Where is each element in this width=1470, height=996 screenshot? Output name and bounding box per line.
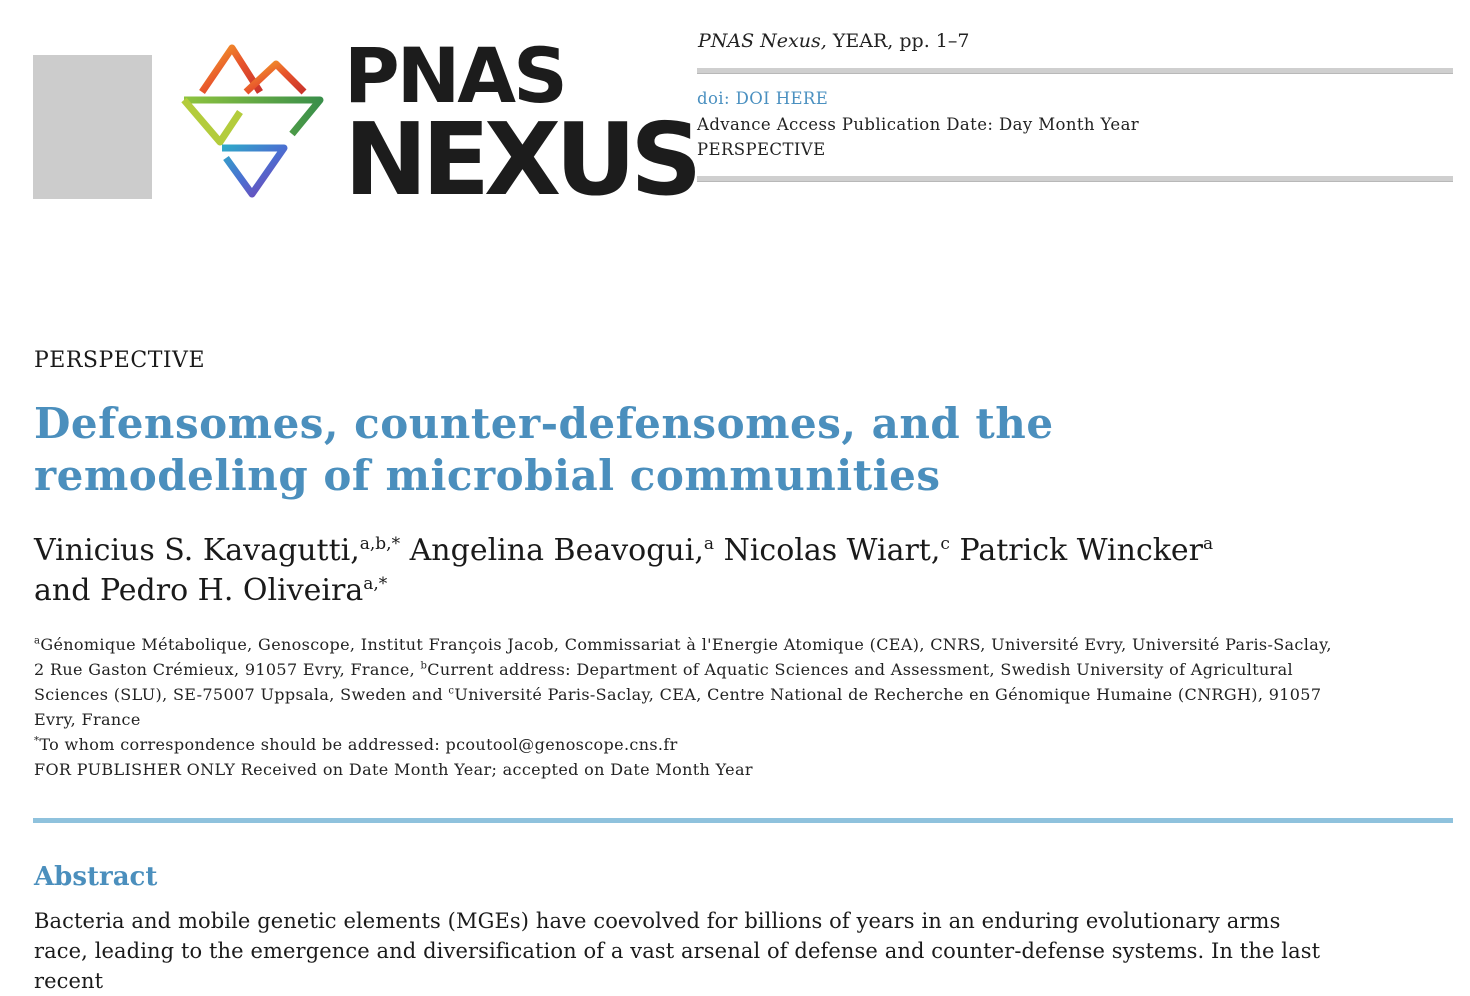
header-rule-bottom [697, 176, 1453, 182]
affil-marker: a [34, 635, 41, 647]
section-divider [33, 818, 1453, 823]
logo-line-nexus: NEXUS [344, 101, 697, 218]
author-affil-marker: a [703, 534, 715, 554]
publisher-note: FOR PUBLISHER ONLY Received on Date Month Year; accepted on Date Month Year [34, 760, 753, 779]
affil-marker: b [420, 660, 428, 672]
affiliations-block [34, 632, 1334, 782]
author-affil-marker: a,b,* [359, 534, 401, 554]
correspondence-text: To whom correspondence should be addressed: pcoutool@genoscope.cns.fr [39, 735, 678, 754]
author-name: Patrick Wincker [959, 533, 1204, 568]
affiliations-text [34, 632, 1334, 732]
corr-marker: * [34, 735, 40, 747]
author-name: and Pedro H. Oliveira [34, 573, 364, 608]
logo-line-pnas: PNAS [344, 31, 565, 120]
article-type-label: PERSPECTIVE [34, 348, 206, 373]
author-name: Nicolas Wiart, [723, 533, 941, 568]
publication-date: Advance Access Publication Date: Day Month Year [697, 115, 1140, 134]
author-affil-marker: a [1203, 534, 1214, 554]
header-article-type: PERSPECTIVE [697, 140, 826, 159]
author-name: Angelina Beavogui, [409, 533, 704, 568]
journal-citation [698, 30, 969, 52]
author-affil-marker: a,* [363, 574, 388, 594]
correspondence-note [34, 732, 1334, 757]
abstract-text: Bacteria and mobile genetic elements (MGEs) have coevolved for billions of years in an enduring evolutionary arms race, leading to the emergence and diversification of a vast arsenal of defense and counter-defense systems. In the last recent [34, 909, 1321, 993]
doi-link[interactable]: doi: DOI HERE [697, 89, 829, 108]
author-list [34, 531, 1334, 611]
author-affil-marker: c [940, 534, 950, 554]
cover-placeholder [33, 55, 152, 199]
affil-marker: c [448, 685, 455, 697]
header-rule-top [697, 68, 1453, 74]
pnas-nexus-logo-icon [180, 42, 326, 202]
affiliation-c: Université Paris-Saclay, CEA, Centre National de Recherche en Génomique Humaine (CNRGH), 91057 Evry, France [34, 685, 1322, 729]
author-name: Vinicius S. Kavagutti, [34, 533, 360, 568]
journal-year-pages: YEAR, pp. 1–7 [826, 30, 970, 52]
abstract-heading: Abstract [34, 862, 158, 892]
affiliation-a: Génomique Métabolique, Genoscope, Institut François Jacob, Commissariat à l'Energie Atomique (CEA), CNRS, Université Evry, Université Paris-Saclay, 2 Rue Gaston Crémieux, 91057 Evry, France, [34, 635, 1332, 679]
journal-logo-text [344, 31, 697, 218]
article-title: Defensomes, counter-defensomes, and the remodeling of microbial communities [34, 399, 1054, 500]
affiliation-b: Current address: Department of Aquatic Sciences and Assessment, Swedish University of Agricultural Sciences (SLU), SE-75007 Uppsala, Sweden and [34, 660, 1293, 704]
journal-name: PNAS Nexus, [698, 30, 827, 52]
